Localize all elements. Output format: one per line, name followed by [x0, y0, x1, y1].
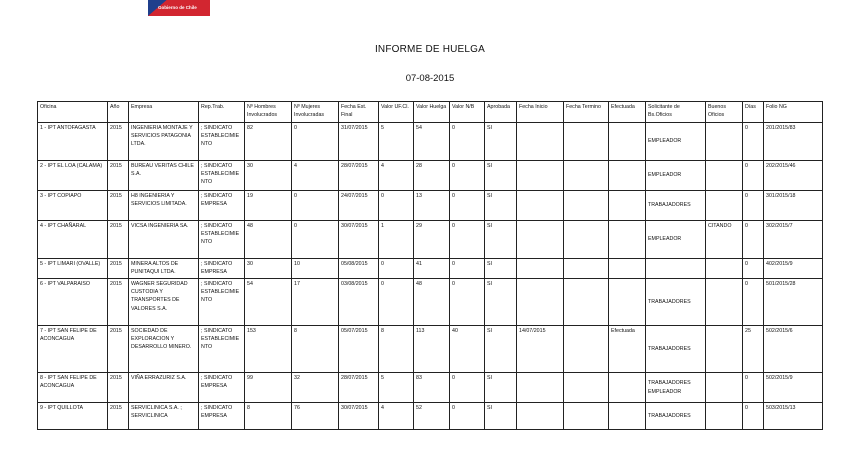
table-cell: 113 — [414, 326, 450, 373]
table-cell: 30 — [245, 161, 292, 191]
table-cell — [564, 123, 609, 161]
table-cell: 0 — [379, 259, 414, 279]
column-header: Fecha Est. Final — [339, 102, 379, 123]
table-cell: 5 — [379, 373, 414, 403]
table-cell: 8 — [379, 326, 414, 373]
table-cell: 302/2015/7 — [764, 221, 823, 259]
table-cell: 30/07/2015 — [339, 403, 379, 430]
table-cell: ; SINDICATO ESTABLECIMIENTO — [199, 123, 245, 161]
table-cell: ; SINDICATO EMPRESA — [199, 191, 245, 221]
table-cell — [706, 279, 743, 326]
table-cell — [517, 373, 564, 403]
table-cell — [706, 191, 743, 221]
table-cell: SI — [485, 161, 517, 191]
table-cell: SI — [485, 123, 517, 161]
column-header: Valor UF.Cl. — [379, 102, 414, 123]
table-cell: 0 — [450, 373, 485, 403]
table-cell: 0 — [379, 279, 414, 326]
table-cell: 201/2015/83 — [764, 123, 823, 161]
table-cell — [609, 123, 646, 161]
table-cell: SOCIEDAD DE EXPLORACION Y DESARROLLO MINERO. — [129, 326, 199, 373]
table-cell — [517, 221, 564, 259]
table-cell — [706, 161, 743, 191]
table-cell: 0 — [743, 191, 764, 221]
table-cell: 1 — [379, 221, 414, 259]
table-cell: 2015 — [108, 279, 129, 326]
table-cell — [609, 279, 646, 326]
table-cell: 0 — [743, 221, 764, 259]
table-cell: TRABAJADORES — [646, 191, 706, 221]
table-cell — [609, 403, 646, 430]
table-cell: TRABAJADORES — [646, 326, 706, 373]
table-body — [38, 123, 823, 430]
table-cell — [517, 279, 564, 326]
table-cell: 13 — [414, 191, 450, 221]
table-row — [38, 326, 823, 373]
table-cell: SI — [485, 191, 517, 221]
strike-report-table — [37, 101, 823, 430]
table-cell: 99 — [245, 373, 292, 403]
column-header: Año — [108, 102, 129, 123]
table-cell: 41 — [414, 259, 450, 279]
table-cell: 8 — [292, 326, 339, 373]
table-cell: 28 — [414, 161, 450, 191]
table-cell: EMPLEADOR — [646, 221, 706, 259]
column-header: Oficina — [38, 102, 108, 123]
table-cell: 28/07/2015 — [339, 161, 379, 191]
table-cell: 0 — [450, 403, 485, 430]
table-cell: VIÑA ERRAZURIZ S.A. — [129, 373, 199, 403]
logo-text: Gobierno de Chile — [158, 5, 197, 10]
table-cell: 4 — [292, 161, 339, 191]
table-cell: 0 — [450, 221, 485, 259]
table-cell: 2015 — [108, 161, 129, 191]
table-cell — [646, 259, 706, 279]
table-cell: 8 — [245, 403, 292, 430]
table-cell: 301/2015/18 — [764, 191, 823, 221]
table-cell: ; SINDICATO ESTABLECIMIENTO — [199, 161, 245, 191]
table-cell: 83 — [414, 373, 450, 403]
table-cell: 17 — [292, 279, 339, 326]
table-cell: 7 - IPT SAN FELIPE DE ACONCAGUA — [38, 326, 108, 373]
table-cell: ; SINDICATO ESTABLECIMIENTO — [199, 221, 245, 259]
table-cell — [609, 221, 646, 259]
table-row — [38, 161, 823, 191]
table-cell: 32 — [292, 373, 339, 403]
table-cell — [706, 326, 743, 373]
table-cell: 0 — [292, 221, 339, 259]
table-cell: MINERA ALTOS DE PUNITAQUI LTDA. — [129, 259, 199, 279]
table-cell: ; SINDICATO EMPRESA — [199, 373, 245, 403]
column-header: Folio NG — [764, 102, 823, 123]
table-cell: 19 — [245, 191, 292, 221]
column-header: Fecha Termino — [564, 102, 609, 123]
table-cell: 501/2015/28 — [764, 279, 823, 326]
table-cell: SERVICLINICA S.A. ; SERVICLINICA — [129, 403, 199, 430]
table-cell: 2 - IPT EL LOA (CALAMA) — [38, 161, 108, 191]
table-cell: 76 — [292, 403, 339, 430]
table-cell: H8 INGENIERIA Y SERVICIOS LIMITADA. — [129, 191, 199, 221]
table-cell: 0 — [743, 373, 764, 403]
table-cell — [609, 259, 646, 279]
table-cell: 0 — [743, 403, 764, 430]
table-cell: ; SINDICATO ESTABLECIMIENTO — [199, 326, 245, 373]
table-cell: 9 - IPT QUILLOTA — [38, 403, 108, 430]
table-cell: SI — [485, 259, 517, 279]
gobierno-logo — [148, 0, 210, 16]
column-header: Aprobada — [485, 102, 517, 123]
column-header: Buenos Oficios — [706, 102, 743, 123]
table-cell: 28/07/2015 — [339, 373, 379, 403]
table-cell: 29 — [414, 221, 450, 259]
table-cell: 10 — [292, 259, 339, 279]
table-cell: 8 - IPT SAN FELIPE DE ACONCAGUA — [38, 373, 108, 403]
table-cell — [609, 161, 646, 191]
table-cell: SI — [485, 373, 517, 403]
table-cell: 6 - IPT VALPARAISO — [38, 279, 108, 326]
table-cell: 0 — [292, 191, 339, 221]
column-header: Fecha Inicio — [517, 102, 564, 123]
table-cell: 0 — [450, 259, 485, 279]
table-cell: ; SINDICATO ESTABLECIMIENTO — [199, 279, 245, 326]
table-cell — [609, 373, 646, 403]
table-cell: 0 — [743, 259, 764, 279]
table-cell: 14/07/2015 — [517, 326, 564, 373]
table-row — [38, 403, 823, 430]
table-cell: 0 — [450, 279, 485, 326]
table-header-row — [38, 102, 823, 123]
table-cell: 2015 — [108, 326, 129, 373]
table-cell: VICSA INGENIERIA SA. — [129, 221, 199, 259]
table-cell: 2015 — [108, 403, 129, 430]
table-cell: 2015 — [108, 123, 129, 161]
table-cell: SI — [485, 279, 517, 326]
table-cell — [609, 191, 646, 221]
table-cell: 30 — [245, 259, 292, 279]
table-cell — [564, 221, 609, 259]
table-cell: 54 — [245, 279, 292, 326]
table-cell: SI — [485, 403, 517, 430]
table-cell — [706, 123, 743, 161]
table-cell: 5 — [379, 123, 414, 161]
table-cell — [517, 123, 564, 161]
table-cell — [564, 161, 609, 191]
report-title: INFORME DE HUELGA — [374, 44, 486, 55]
column-header: Nº Mujeres Involucradas — [292, 102, 339, 123]
table-row — [38, 259, 823, 279]
table-cell: Efectuada — [609, 326, 646, 373]
report-date: 07-08-2015 — [405, 73, 455, 84]
column-header: Valor Huelga — [414, 102, 450, 123]
table-cell: 2015 — [108, 259, 129, 279]
table-cell: 502/2015/9 — [764, 373, 823, 403]
table-cell: 3 - IPT COPIAPO — [38, 191, 108, 221]
table-cell: 2015 — [108, 221, 129, 259]
table-cell: CITANDO — [706, 221, 743, 259]
table-cell: 4 — [379, 161, 414, 191]
table-cell — [564, 326, 609, 373]
table-cell — [706, 373, 743, 403]
table-cell: 30/07/2015 — [339, 221, 379, 259]
table-cell — [564, 279, 609, 326]
table-cell: 0 — [743, 279, 764, 326]
table-cell — [517, 403, 564, 430]
column-header: Nº Hombres Involucrados — [245, 102, 292, 123]
table-cell: 153 — [245, 326, 292, 373]
table-cell: TRABAJADORES EMPLEADOR — [646, 373, 706, 403]
column-header: Días — [743, 102, 764, 123]
column-header: Efectuada — [609, 102, 646, 123]
table-cell: 0 — [743, 161, 764, 191]
table-cell: 502/2015/6 — [764, 326, 823, 373]
table-cell: 48 — [414, 279, 450, 326]
table-cell: 05/08/2015 — [339, 259, 379, 279]
table-cell: TRABAJADORES — [646, 403, 706, 430]
table-cell — [706, 403, 743, 430]
table-cell: 2015 — [108, 191, 129, 221]
table-cell — [517, 191, 564, 221]
table-cell: 0 — [743, 123, 764, 161]
column-header: Solicitante de Bs.Oficios — [646, 102, 706, 123]
table-cell: 1 - IPT ANTOFAGASTA — [38, 123, 108, 161]
table-cell: 2015 — [108, 373, 129, 403]
table-cell: 503/2015/13 — [764, 403, 823, 430]
table-cell: EMPLEADOR — [646, 123, 706, 161]
table-cell: 4 - IPT CHAÑARAL — [38, 221, 108, 259]
table-cell: 40 — [450, 326, 485, 373]
table-cell: 48 — [245, 221, 292, 259]
table-cell — [517, 259, 564, 279]
table-cell: 0 — [450, 123, 485, 161]
table-cell: 05/07/2015 — [339, 326, 379, 373]
table-cell: ; SINDICATO EMPRESA — [199, 259, 245, 279]
table-cell: 402/2015/9 — [764, 259, 823, 279]
table-cell: TRABAJADORES — [646, 279, 706, 326]
table-cell: ; SINDICATO EMPRESA — [199, 403, 245, 430]
table-cell: WAGNER SEGURIDAD CUSTODIA Y TRANSPORTES DE VALORES S.A. — [129, 279, 199, 326]
table-cell: 0 — [292, 123, 339, 161]
table-cell: 0 — [379, 191, 414, 221]
table-cell — [564, 403, 609, 430]
table-cell: SI — [485, 221, 517, 259]
table-row — [38, 279, 823, 326]
table-row — [38, 221, 823, 259]
column-header: Valor N/B — [450, 102, 485, 123]
table-cell: 82 — [245, 123, 292, 161]
table-cell: 52 — [414, 403, 450, 430]
table-row — [38, 373, 823, 403]
table-cell: BUREAU VERITAS CHILE S.A. — [129, 161, 199, 191]
table-row — [38, 191, 823, 221]
table-cell: 202/2015/46 — [764, 161, 823, 191]
table-cell — [706, 259, 743, 279]
table-cell — [564, 373, 609, 403]
table-cell: SI — [485, 326, 517, 373]
table-cell: 5 - IPT LIMARI (OVALLE) — [38, 259, 108, 279]
table-cell: 03/08/2015 — [339, 279, 379, 326]
table-cell: EMPLEADOR — [646, 161, 706, 191]
table-cell: INGENIERIA MONTAJE Y SERVICIOS PATAGONIA LTDA. — [129, 123, 199, 161]
table-cell: 0 — [450, 191, 485, 221]
table-cell — [517, 161, 564, 191]
column-header: Rep.Trab. — [199, 102, 245, 123]
table-cell: 54 — [414, 123, 450, 161]
column-header: Empresa — [129, 102, 199, 123]
table-cell: 4 — [379, 403, 414, 430]
table-cell: 25 — [743, 326, 764, 373]
table-row — [38, 123, 823, 161]
table-cell — [564, 259, 609, 279]
table-cell: 0 — [450, 161, 485, 191]
table-cell: 24/07/2015 — [339, 191, 379, 221]
table-cell — [564, 191, 609, 221]
table-cell: 31/07/2015 — [339, 123, 379, 161]
